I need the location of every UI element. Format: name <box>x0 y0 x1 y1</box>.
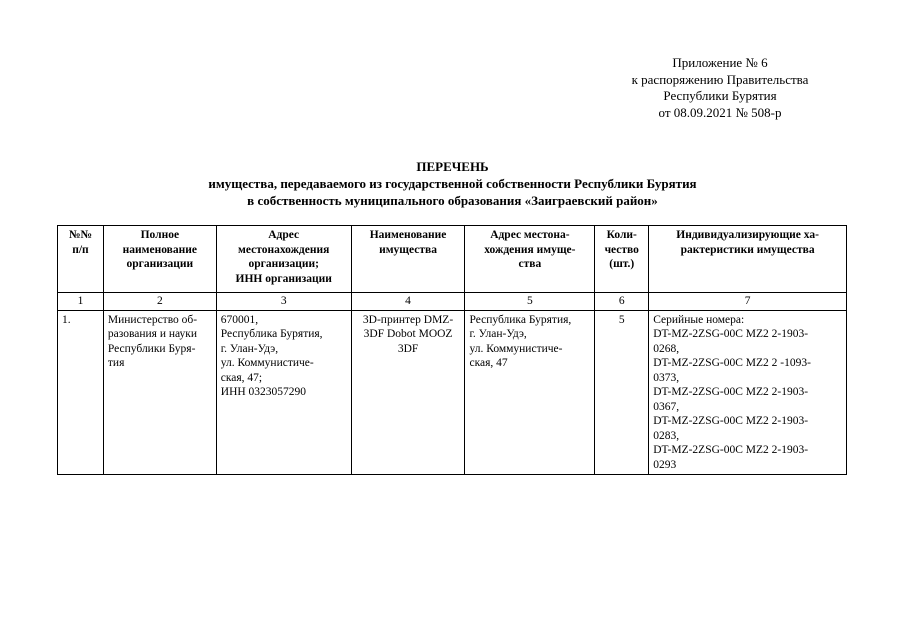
column-number: 6 <box>595 293 649 311</box>
header-property: Наименование имущества <box>351 226 465 293</box>
row-quantity: 5 <box>595 310 649 475</box>
header-org-address: Адрес местонахождения организации; ИНН организации <box>216 226 351 293</box>
row-property-address: Республика Бурятия, г. Улан-Удэ, ул. Коммунистиче- ская, 47 <box>465 310 595 475</box>
appendix-order-line: к распоряжению Правительства <box>631 71 809 87</box>
document-title <box>60 158 845 209</box>
appendix-government: Республики Бурятия <box>663 88 777 103</box>
column-number: 3 <box>216 293 351 311</box>
title-subline-2: в собственность муниципального образования «Заиграевский район» <box>247 193 658 208</box>
column-number: 2 <box>103 293 216 311</box>
title-heading: ПЕРЕЧЕНЬ <box>416 159 489 174</box>
row-number: 1. <box>58 310 104 475</box>
table-header-row <box>58 226 847 293</box>
row-org-address: 670001, Республика Бурятия, г. Улан-Удэ, ул. Коммунистиче- ская, 47; ИНН 0323057290 <box>216 310 351 475</box>
property-table <box>57 225 847 475</box>
row-organization: Министерство об- разования и науки Республики Буря- тия <box>103 310 216 475</box>
appendix-date: от 08.09.2021 № 508-р <box>658 104 782 120</box>
header-organization: Полное наименование организации <box>103 226 216 293</box>
column-number: 1 <box>58 293 104 311</box>
column-number: 4 <box>351 293 465 311</box>
table-row <box>58 310 847 475</box>
header-number: №№ п/п <box>58 226 104 293</box>
appendix-header <box>600 55 840 121</box>
column-number: 5 <box>465 293 595 311</box>
header-property-address: Адрес местона- хождения имуще- ства <box>465 226 595 293</box>
row-characteristics: Серийные номера: DT-MZ-2ZSG-00C MZ2 2-1903- 0268, DT-MZ-2ZSG-00C MZ2 2 -1093- 0373, DT-MZ-2ZSG-00C MZ2 2-1903- 0367, DT-MZ-2ZSG-00C MZ2 2-1903- 0283, DT-MZ-2ZSG-00C MZ2 2-1903- 0293 <box>649 310 847 475</box>
header-characteristics: Индивидуализирующие ха- рактеристики имущества <box>649 226 847 293</box>
row-property: 3D-принтер DMZ- 3DF Dobot MOOZ 3DF <box>351 310 465 475</box>
title-subline-1: имущества, передаваемого из государственной собственности Республики Бурятия <box>208 176 697 191</box>
column-number: 7 <box>649 293 847 311</box>
column-number-row <box>58 293 847 311</box>
header-quantity: Коли- чество (шт.) <box>595 226 649 293</box>
appendix-number: Приложение № 6 <box>672 55 768 70</box>
